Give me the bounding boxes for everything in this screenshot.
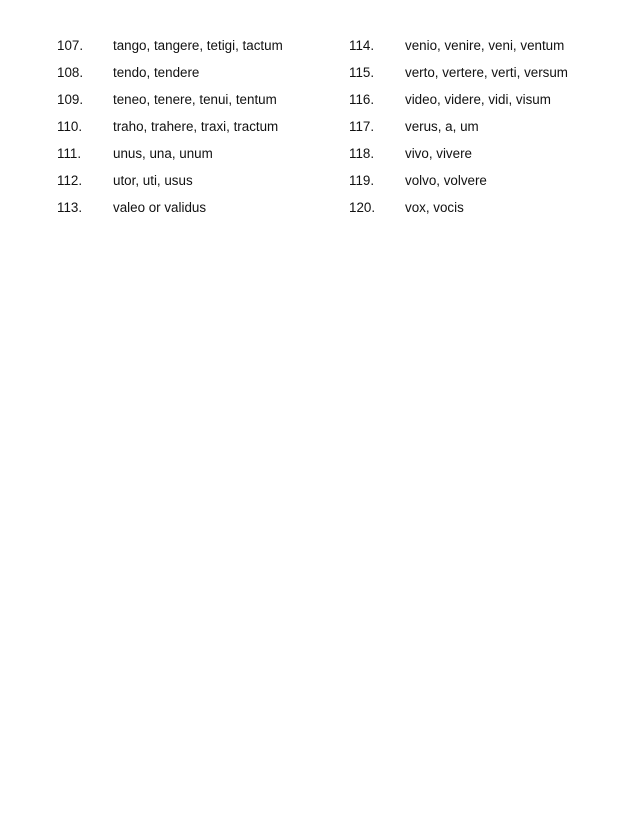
- entry-term: volvo, volvere: [405, 173, 487, 188]
- entry-number: 116.: [349, 92, 375, 107]
- vocabulary-entry: [349, 145, 638, 172]
- vocabulary-entry: [57, 145, 347, 172]
- entry-term: utor, uti, usus: [113, 173, 193, 188]
- vocabulary-entry: [349, 37, 638, 64]
- vocabulary-entry: [349, 172, 638, 199]
- entry-term: valeo or validus: [113, 200, 207, 215]
- entry-term: tendo, tendere: [113, 65, 200, 80]
- entry-term: traho, trahere, traxi, tractum: [113, 119, 279, 134]
- entry-number: 118.: [349, 146, 375, 161]
- entry-term: verto, vertere, verti, versum: [405, 65, 568, 80]
- entry-number: 115.: [349, 65, 375, 80]
- vocabulary-entry: [57, 199, 347, 226]
- vocabulary-entry: [349, 118, 638, 145]
- entry-number: 112.: [57, 173, 83, 188]
- entry-term: vox, vocis: [405, 200, 464, 215]
- entry-term: teneo, tenere, tenui, tentum: [113, 92, 277, 107]
- entry-term: tango, tangere, tetigi, tactum: [113, 38, 283, 53]
- entry-term: unus, una, unum: [113, 146, 213, 161]
- entry-number: 113.: [57, 200, 83, 215]
- entry-term: venio, venire, veni, ventum: [405, 38, 565, 53]
- entry-term: video, videre, vidi, visum: [405, 92, 551, 107]
- vocabulary-entry: [349, 64, 638, 91]
- vocabulary-right-column: [349, 37, 638, 226]
- vocabulary-entry: [57, 118, 347, 145]
- entry-number: 107.: [57, 38, 84, 53]
- entry-term: vivo, vivere: [405, 146, 472, 161]
- vocabulary-entry: [57, 91, 347, 118]
- vocabulary-entry: [349, 91, 638, 118]
- entry-number: 120.: [349, 200, 376, 215]
- vocabulary-entry: [349, 199, 638, 226]
- vocabulary-left-column: [57, 37, 347, 226]
- entry-term: verus, a, um: [405, 119, 479, 134]
- entry-number: 111.: [57, 146, 82, 161]
- vocabulary-entry: [57, 37, 347, 64]
- entry-number: 119.: [349, 173, 375, 188]
- entry-number: 114.: [349, 38, 375, 53]
- entry-number: 108.: [57, 65, 84, 80]
- entry-number: 110.: [57, 119, 83, 134]
- vocabulary-entry: [57, 172, 347, 199]
- entry-number: 117.: [349, 119, 375, 134]
- entry-number: 109.: [57, 92, 84, 107]
- vocabulary-entry: [57, 64, 347, 91]
